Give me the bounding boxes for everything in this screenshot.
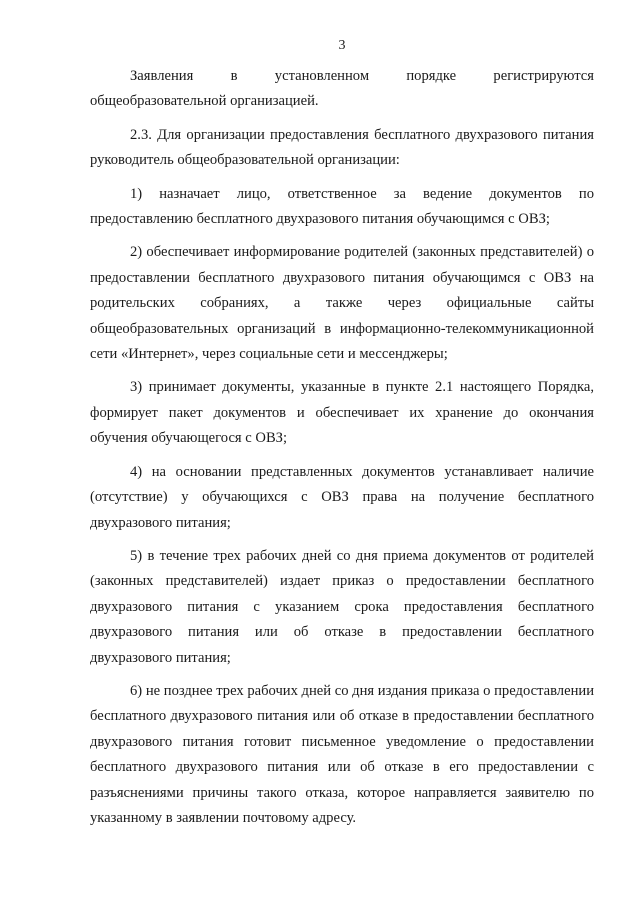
list-item-2-inform-parents: 2) обеспечивает информирование родителей (законных представителей) о предоставлении бесплатного двухразового питания обучающимся с ОВЗ на родительских собраниях, а также через официальные сайты общеобразовательных организаций в информационно-телекоммуникационной сети «Интернет», через социальные сети и мессенджеры; bbox=[90, 244, 594, 363]
page-number: 3 bbox=[338, 38, 346, 53]
list-item-4-establish-right: 4) на основании представленных документов устанавливает наличие (отсутствие) у обучающихся с ОВЗ права на получение бесплатного двухразового питания; bbox=[90, 463, 594, 531]
list-item-6-notification: 6) не позднее трех рабочих дней со дня издания приказа о предоставлении бесплатного двухразового питания или об отказе в предоставлении бесплатного двухразового питания готовит письменное уведомление о предоставлении бесплатного двухразового питания или об отказе в его предоставлении с разъяснениями причины такого отказа, которое направляется заявителю по указанному в заявлении почтовому адресу. bbox=[90, 682, 594, 826]
paragraph-2-3-intro: 2.3. Для организации предоставления бесплатного двухразового питания руководитель общеобразовательной организации: bbox=[90, 126, 594, 169]
list-item-3-accept-documents: 3) принимает документы, указанные в пункте 2.1 настоящего Порядка, формирует пакет документов и обеспечивает их хранение до окончания обучения обучающегося с ОВЗ; bbox=[90, 379, 594, 447]
document-body bbox=[90, 64, 594, 839]
paragraph-applications-registration: Заявления в установленном порядке регистрируются общеобразовательной организацией. bbox=[90, 68, 594, 110]
list-item-5-issue-order: 5) в течение трех рабочих дней со дня приема документов от родителей (законных представителей) издает приказ о предоставлении бесплатного двухразового питания с указанием срока предоставления бесплатного двухразового питания или об отказе в предоставлении бесплатного двухразового питания; bbox=[90, 547, 594, 666]
list-item-1-appoint-responsible: 1) назначает лицо, ответственное за ведение документов по предоставлению бесплатного двухразового питания обучающимся с ОВЗ; bbox=[90, 185, 594, 228]
